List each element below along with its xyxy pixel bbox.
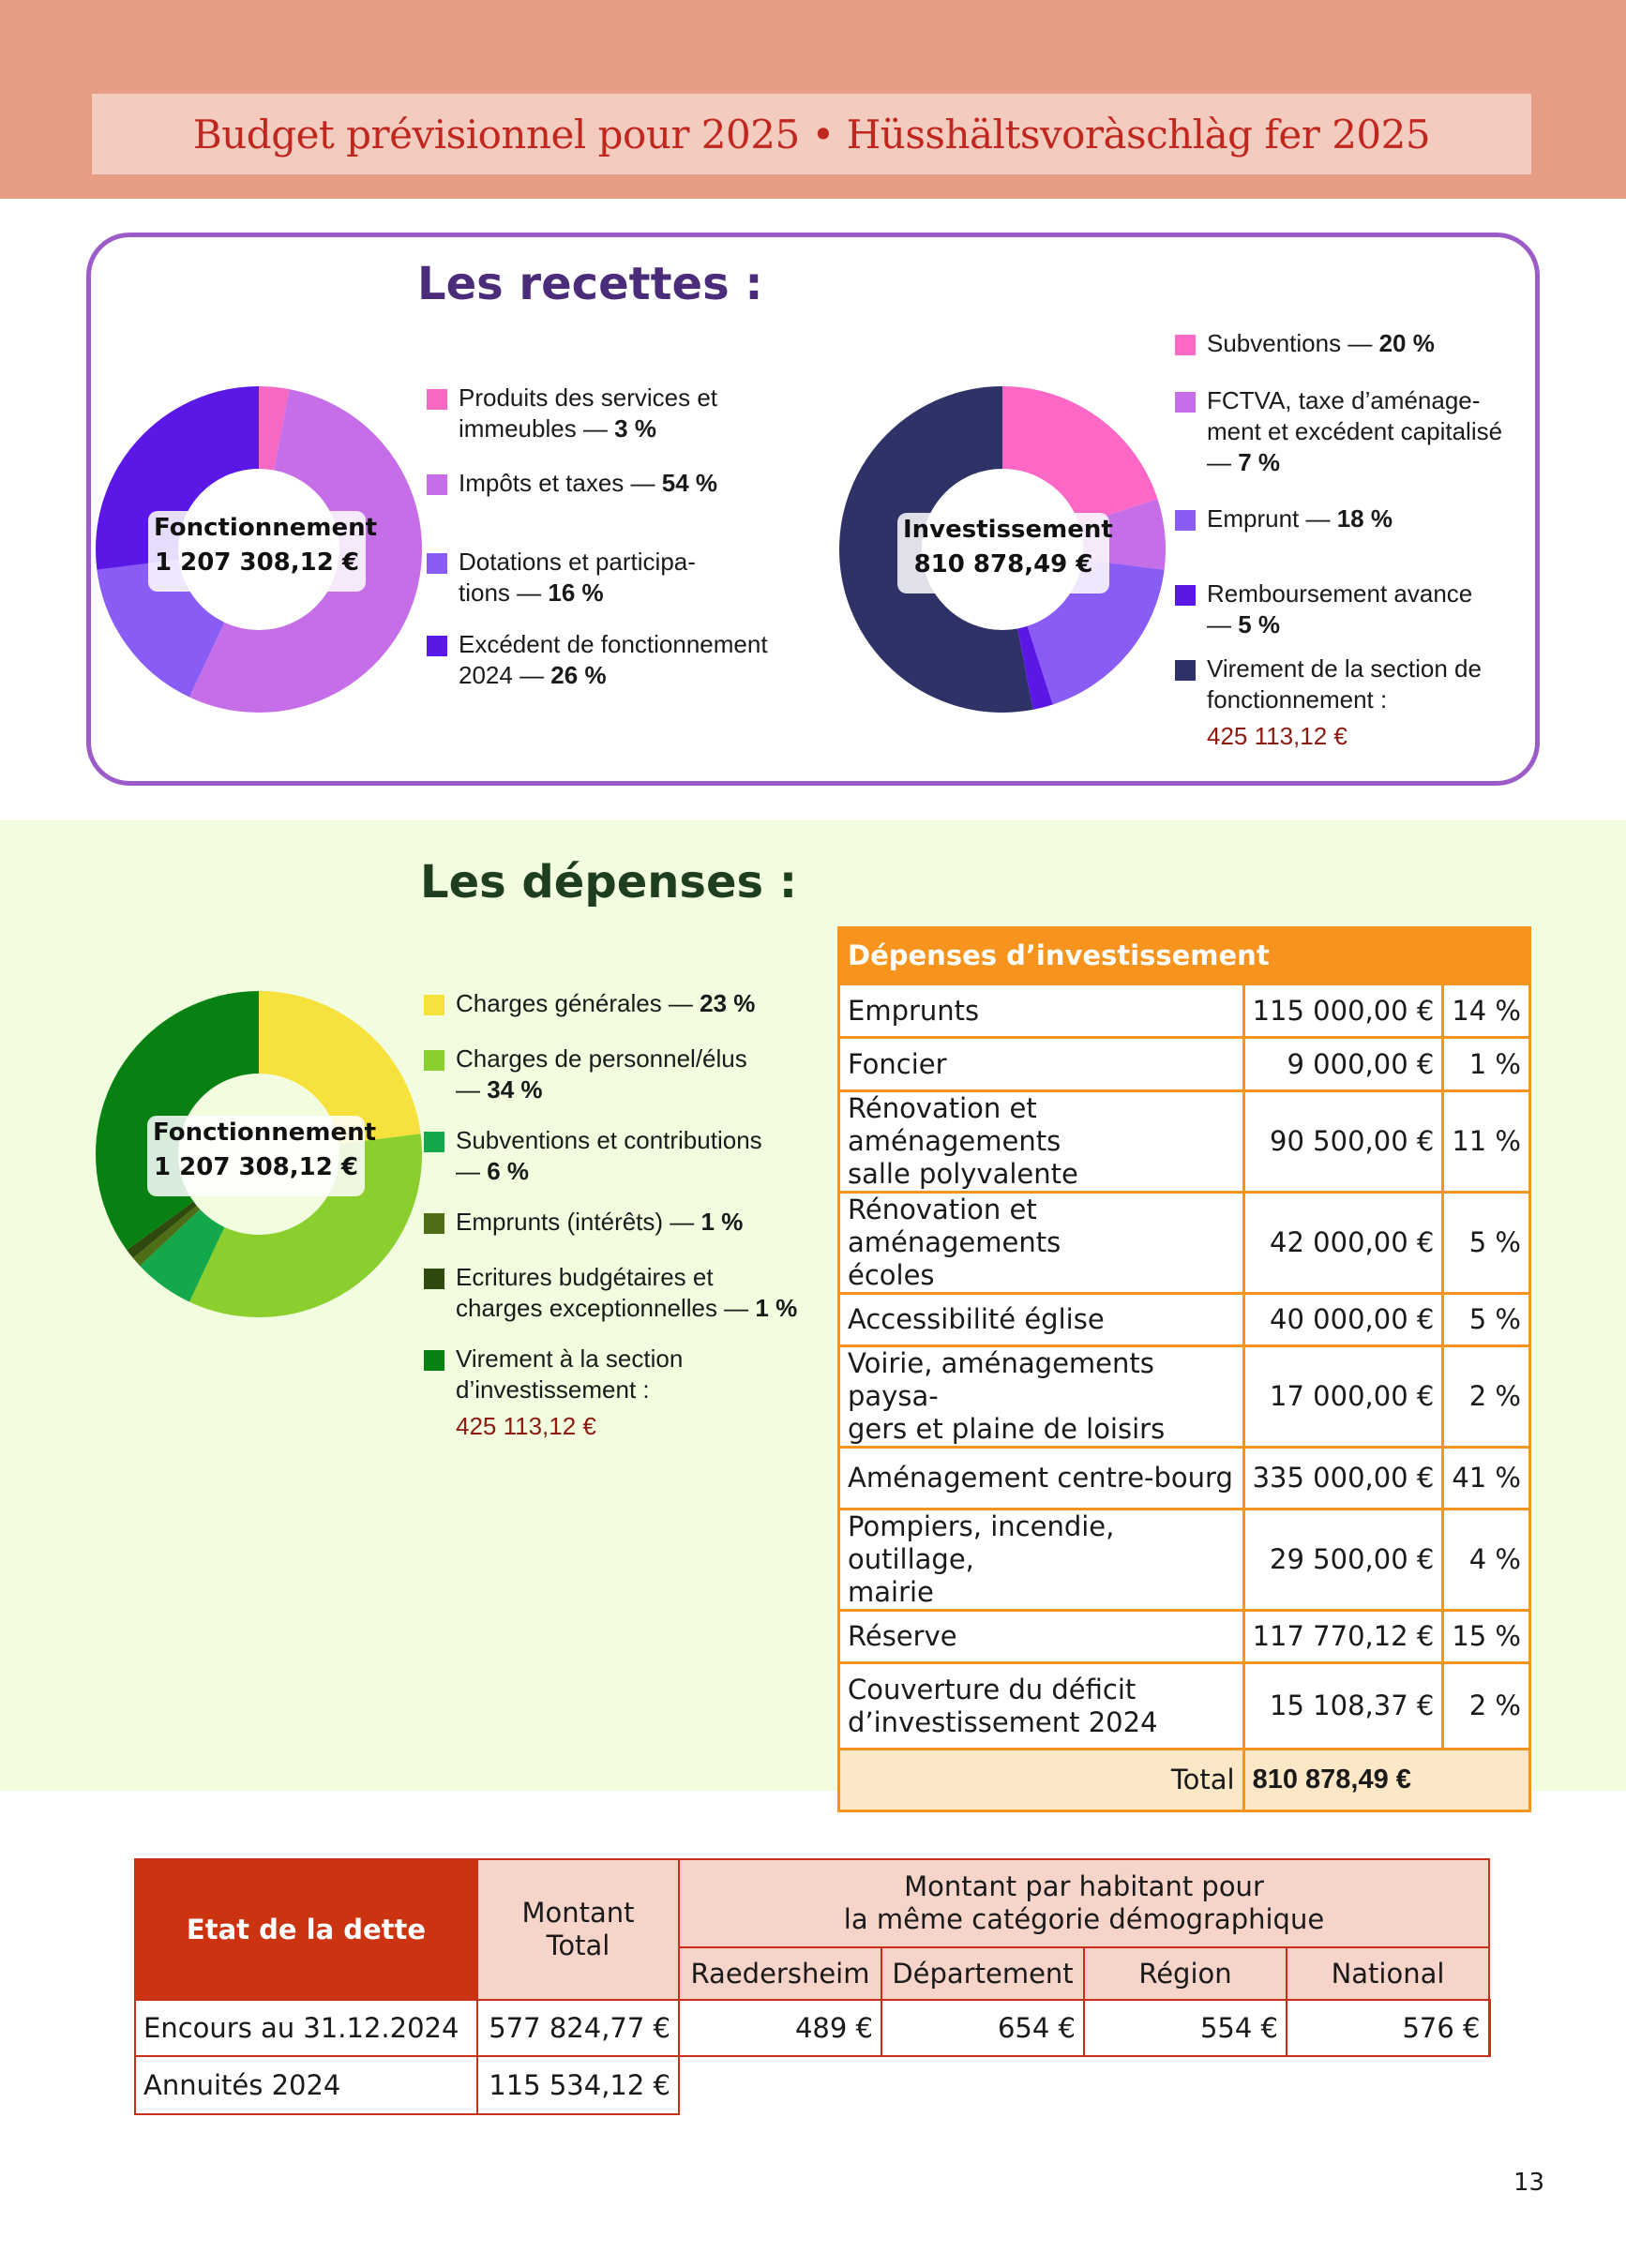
col-raedersheim: Raedersheim [679,1947,881,2000]
row-departement: 654 € [881,2000,1084,2056]
dette-table [134,1858,1491,2115]
col-montant-total: Montant Total [477,1859,679,2000]
row-region: 554 € [1084,2000,1287,2056]
row-label: Encours au 31.12.2024 [135,2000,477,2056]
table-row [839,1346,1530,1448]
row-amount: 29 500,00 € [1243,1509,1443,1611]
row-label: Réserve [839,1611,1244,1663]
legend-text: Virement de la section de fonctionnement : 425 113,12 € [1207,654,1482,750]
row-pct: 2 % [1443,1663,1530,1750]
legend-swatch [424,1132,444,1152]
row-amount: 17 000,00 € [1243,1346,1443,1448]
col-montant-habitant: Montant par habitant pour la même catégorie démographique [679,1859,1489,1947]
legend-text: Virement à la section d’investissement : 425 113,12 € [456,1344,684,1440]
legend-swatch [424,1050,444,1071]
table-row [135,2056,1489,2114]
legend-swatch [424,1213,444,1234]
table-row [839,1448,1530,1509]
row-pct: 2 % [1443,1346,1530,1448]
legend-text: Dotations et participa- tions — 16 % [459,548,696,607]
row-amount: 9 000,00 € [1243,1038,1443,1091]
row-total: 115 534,12 € [477,2056,679,2114]
empty-cell [679,2056,1489,2114]
legend-text: Charges générales — 23 % [456,989,756,1017]
row-pct: 1 % [1443,1038,1530,1091]
legend-text: Subventions et contributions — 6 % [456,1126,762,1185]
legend-text: Excédent de fonctionnement 2024 — 26 % [459,630,768,689]
legend-swatch [424,1269,444,1289]
table-row [839,1611,1530,1663]
legend-swatch [424,1350,444,1371]
legend-text: Charges de personnel/élus — 34 % [456,1044,747,1104]
recettes-investissement-center [897,513,1113,593]
depenses-title: Les dépenses : [420,856,798,909]
row-label: Couverture du déficit d’investissement 2024 [839,1663,1244,1750]
total-value: 810 878,49 € [1243,1750,1529,1811]
row-pct: 5 % [1443,1193,1530,1294]
row-label: Accessibilité église [839,1294,1244,1346]
row-label: Pompiers, incendie, outillage, mairie [839,1509,1244,1611]
row-national: 576 € [1287,2000,1489,2056]
table-row [839,984,1530,1038]
dette-title: Etat de la dette [135,1859,477,2000]
row-amount: 40 000,00 € [1243,1294,1443,1346]
legend-text: Emprunts (intérêts) — 1 % [456,1208,744,1236]
legend-swatch [424,995,444,1015]
row-pct: 4 % [1443,1509,1530,1611]
table-title: Dépenses d’investissement [839,928,1530,984]
legend-swatch [427,553,447,574]
legend-text: Subventions — 20 % [1207,329,1435,357]
row-amount: 117 770,12 € [1243,1611,1443,1663]
row-amount: 115 000,00 € [1243,984,1443,1038]
row-label: Annuités 2024 [135,2056,477,2114]
col-national: National [1287,1947,1489,2000]
table-row [839,1091,1530,1193]
legend-swatch [1175,660,1196,681]
table-row [839,1509,1530,1611]
center-label-amount: 1 207 308,12 € [154,1153,358,1181]
row-amount: 335 000,00 € [1243,1448,1443,1509]
legend-swatch [1175,392,1196,413]
table-row [839,1294,1530,1346]
table-row [135,2000,1489,2056]
row-label: Rénovation et aménagements salle polyvalente [839,1091,1244,1193]
legend-swatch [427,474,447,495]
center-label-title: Fonctionnement [153,1119,377,1147]
row-amount: 90 500,00 € [1243,1091,1443,1193]
center-label-title: Fonctionnement [154,514,378,542]
row-pct: 5 % [1443,1294,1530,1346]
page-number: 13 [1513,2169,1545,2197]
legend-text: Remboursement avance — 5 % [1207,579,1473,638]
legend-swatch [1175,335,1196,355]
legend-text: FCTVA, taxe d’aménage- ment et excédent capitalisé — 7 % [1207,386,1503,476]
total-label: Total [839,1750,1244,1811]
legend-text: Impôts et taxes — 54 % [459,469,718,497]
table-row [839,1663,1530,1750]
legend-text: Produits des services et immeubles — 3 % [459,383,718,443]
row-amount: 15 108,37 € [1243,1663,1443,1750]
table-row [839,1038,1530,1091]
row-amount: 42 000,00 € [1243,1193,1443,1294]
row-label: Voirie, aménagements paysa- gers et plaine de loisirs [839,1346,1244,1448]
row-label: Rénovation et aménagements écoles [839,1193,1244,1294]
legend-text: Ecritures budgétaires et charges exceptionnelles — 1 % [456,1263,798,1322]
legend-swatch [1175,510,1196,531]
legend-swatch [427,389,447,410]
legend-text: Emprunt — 18 % [1207,504,1393,533]
col-region: Région [1084,1947,1287,2000]
depenses-fonctionnement-center [147,1116,377,1196]
row-raedersheim: 489 € [679,2000,881,2056]
center-label-amount: 1 207 308,12 € [155,548,359,577]
table-row [839,1193,1530,1294]
row-label: Foncier [839,1038,1244,1091]
legend-swatch [1175,585,1196,606]
page-title-box [92,94,1531,174]
depenses-investissement-table [837,926,1531,1812]
col-departement: Département [881,1947,1084,2000]
row-pct: 15 % [1443,1611,1530,1663]
dette-header-row [135,1859,1489,1947]
row-pct: 14 % [1443,984,1530,1038]
row-pct: 11 % [1443,1091,1530,1193]
row-label: Emprunts [839,984,1244,1038]
table-total-row [839,1750,1530,1811]
legend-swatch [427,636,447,656]
center-label-title: Investissement [903,516,1113,544]
row-total: 577 824,77 € [477,2000,679,2056]
recettes-title: Les recettes : [417,258,763,310]
recettes-fonctionnement-center [148,511,378,592]
row-pct: 41 % [1443,1448,1530,1509]
row-label: Aménagement centre-bourg [839,1448,1244,1509]
center-label-amount: 810 878,49 € [913,550,1093,578]
page-title: Budget prévisionnel pour 2025 • Hüsshältsvoràschlàg fer 2025 [192,111,1431,158]
table-header-row [839,928,1530,984]
